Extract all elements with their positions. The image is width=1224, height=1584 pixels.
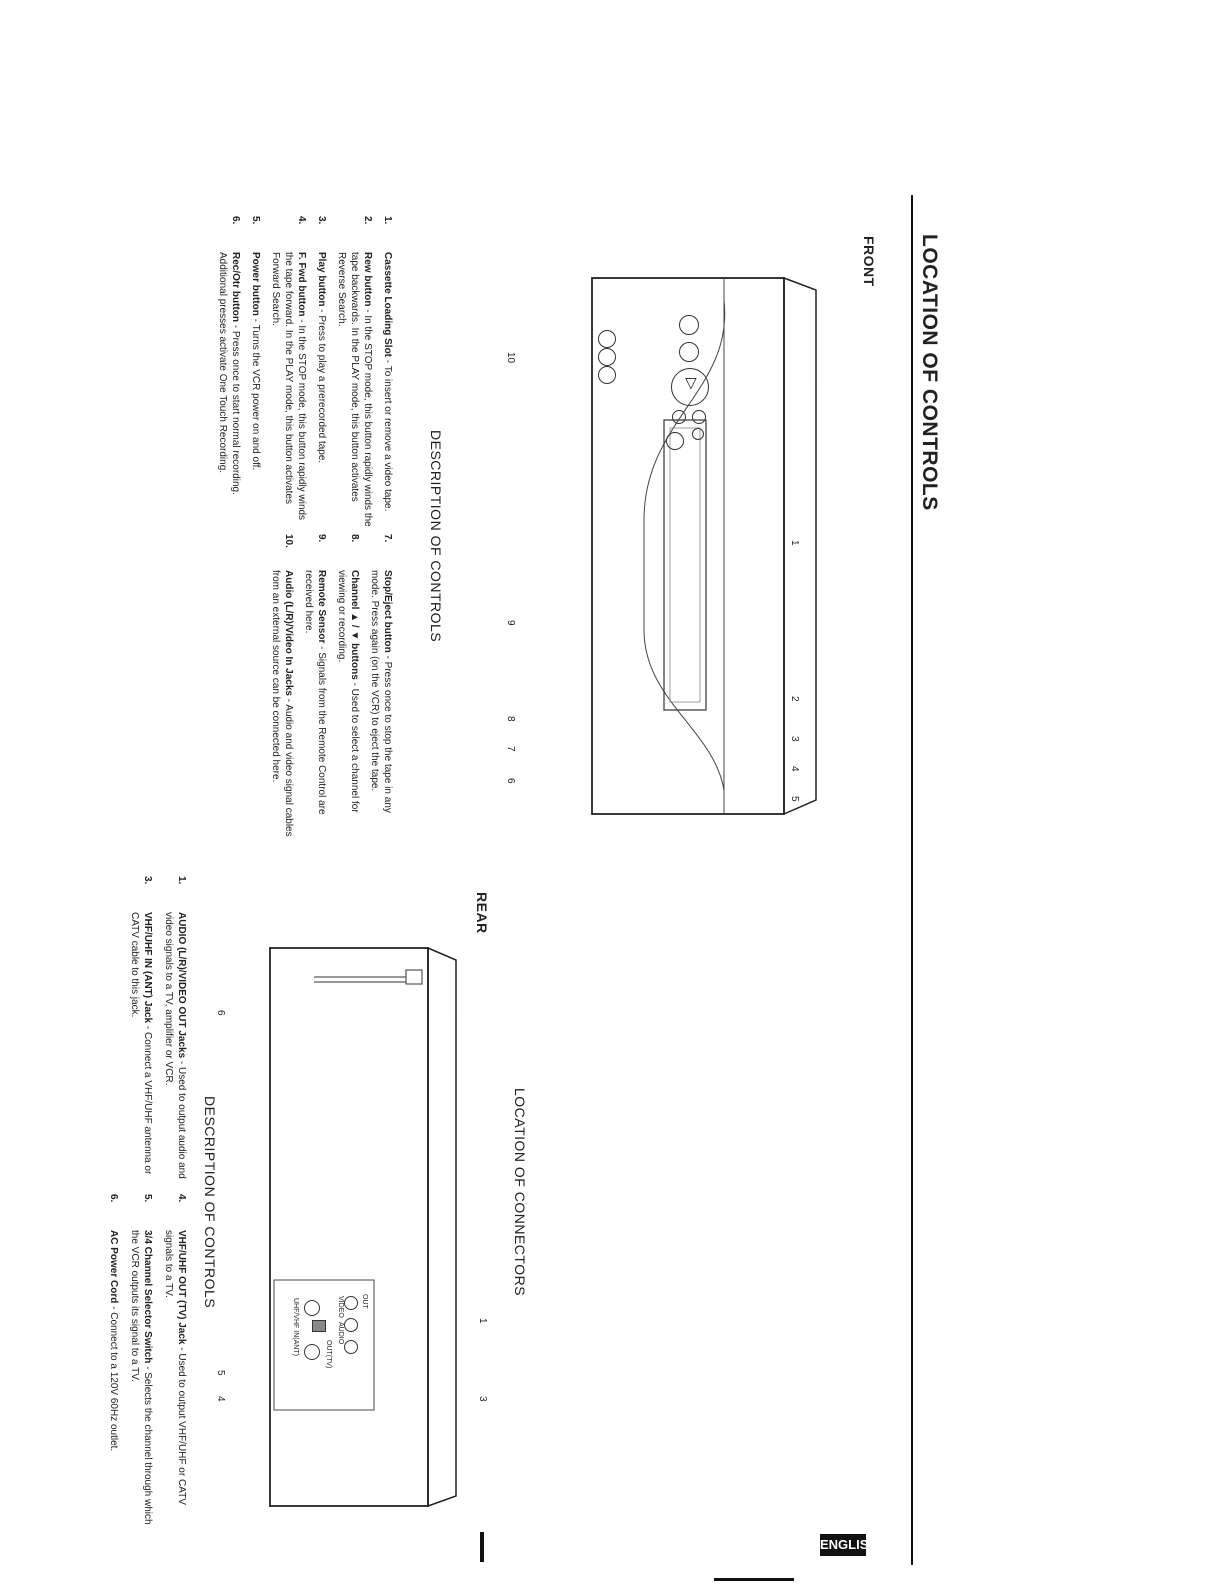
rear-item-1: 1.AUDIO (L/R)/VIDEO OUT Jacks - Used to output audio and video signals to a TV, amplifier or VCR. xyxy=(163,876,187,1179)
front-item-7: 7.Stop/Eject button - Press once to stop the tape in any mode. Press again (on the VCR) to eject the tape. xyxy=(369,534,393,813)
front-item-10: 10.Audio (L/R)/Video In Jacks - Audio and video signal cables from an external source can be connected here. xyxy=(270,534,294,837)
rear-item-3: 3.VHF/UHF IN (ANT) Jack - Connect a VHF/UHF antenna or CATV cable to this jack. xyxy=(129,876,153,1175)
audio-in-jack-r xyxy=(598,348,616,366)
vcr-rear-illustration xyxy=(264,940,464,1510)
rear-description-col-2 xyxy=(107,1194,188,1532)
panel-label-ant-in: UHF/VHF IN(ANT) xyxy=(292,1298,299,1356)
callout-1: 1 xyxy=(789,540,800,546)
rear-callout-1: 1 xyxy=(477,1318,488,1324)
front-item-5: 5.Power button - Turns the VCR power on and off. xyxy=(250,216,261,471)
front-item-1: 1.Cassette Loading Slot - To insert or remove a video tape. xyxy=(382,216,393,512)
rear-callout-6: 6 xyxy=(215,1010,226,1016)
front-item-6: 6.Rec/Otr button - Press once to start normal recording. Additional presses activate One Touch Recording. xyxy=(217,216,241,495)
rear-item-4: 4.VHF/UHF OUT (TV) Jack - Used to output VHF/UHF or CATV signals to a TV. xyxy=(163,1194,187,1505)
channel-up-button[interactable] xyxy=(692,428,704,440)
audio-out-jack-r xyxy=(344,1340,358,1354)
front-description-heading: DESCRIPTION OF CONTROLS xyxy=(428,430,444,643)
front-item-4: 4.F. Fwd button - In the STOP mode, this button rapidly winds the tape forward. In the PLAY mode, this button activates Forward Search. xyxy=(270,216,307,521)
play-icon: ▷ xyxy=(683,378,700,390)
front-item-8: 8.Channel ▲ / ▼ buttons - Used to select a channel for viewing or recording. xyxy=(336,534,360,813)
page-marker-bar xyxy=(480,1532,484,1562)
callout-10: 10 xyxy=(505,352,516,364)
callout-9: 9 xyxy=(505,620,516,626)
ff-button[interactable] xyxy=(679,342,699,362)
callout-7: 7 xyxy=(505,746,516,752)
rear-callout-3: 3 xyxy=(477,1396,488,1402)
connectors-heading: LOCATION OF CONNECTORS xyxy=(512,1088,528,1297)
tv-out-jack xyxy=(304,1344,320,1360)
page-title: LOCATION OF CONTROLS xyxy=(918,234,941,511)
rear-description-heading: DESCRIPTION OF CONTROLS xyxy=(202,1096,218,1309)
rear-label: REAR xyxy=(474,892,490,934)
rear-callout-5: 5 xyxy=(215,1370,226,1376)
rear-description-col-1 xyxy=(128,876,188,1194)
front-description-col-2 xyxy=(269,534,394,842)
rear-item-5: 5.3/4 Channel Selector Switch - Selects the channel through which the VCR outputs its signal to a TV. xyxy=(129,1194,153,1525)
channel-selector-switch[interactable] xyxy=(312,1320,326,1332)
rear-item-6: 6.AC Power Cord - Connect to a 120V 60Hz outlet. xyxy=(108,1194,119,1452)
video-out-jack xyxy=(344,1296,358,1310)
callout-4: 4 xyxy=(789,766,800,772)
rew-button[interactable] xyxy=(679,315,699,335)
panel-label-audio: AUDIO xyxy=(337,1322,344,1345)
panel-label-out: OUT xyxy=(361,1294,368,1309)
vcr-front-illustration xyxy=(584,270,824,830)
rec-otr-button[interactable] xyxy=(672,410,686,424)
front-item-2: 2.Rew button - In the STOP mode, this button rapidly winds the tape backwards. In the PLAY mode, this button activates Reverse Search. xyxy=(336,216,373,527)
audio-out-jack-l xyxy=(344,1318,358,1332)
power-button[interactable] xyxy=(666,432,684,450)
callout-8: 8 xyxy=(505,716,516,722)
language-badge: ENGLISH xyxy=(820,1534,866,1556)
ant-in-jack xyxy=(304,1300,320,1316)
callout-6: 6 xyxy=(505,778,516,784)
front-description-col-1 xyxy=(216,216,394,534)
callout-3: 3 xyxy=(789,736,800,742)
panel-label-video: VIDEO xyxy=(337,1296,344,1318)
stop-eject-button[interactable] xyxy=(692,410,706,424)
header-rule xyxy=(911,195,913,1565)
video-in-jack xyxy=(598,366,616,384)
binding-rule xyxy=(714,1578,794,1581)
rear-callout-4: 4 xyxy=(215,1396,226,1402)
front-label: FRONT xyxy=(861,236,877,287)
front-item-3: 3.Play button - Press to play a prerecorded tape. xyxy=(316,216,327,464)
callout-2: 2 xyxy=(789,696,800,702)
panel-label-tv-out: OUT(TV) xyxy=(325,1340,332,1369)
callout-5: 5 xyxy=(789,796,800,802)
front-item-9: 9.Remote Sensor - Signals from the Remote Control are received here. xyxy=(303,534,327,815)
audio-in-jack-l xyxy=(598,330,616,348)
